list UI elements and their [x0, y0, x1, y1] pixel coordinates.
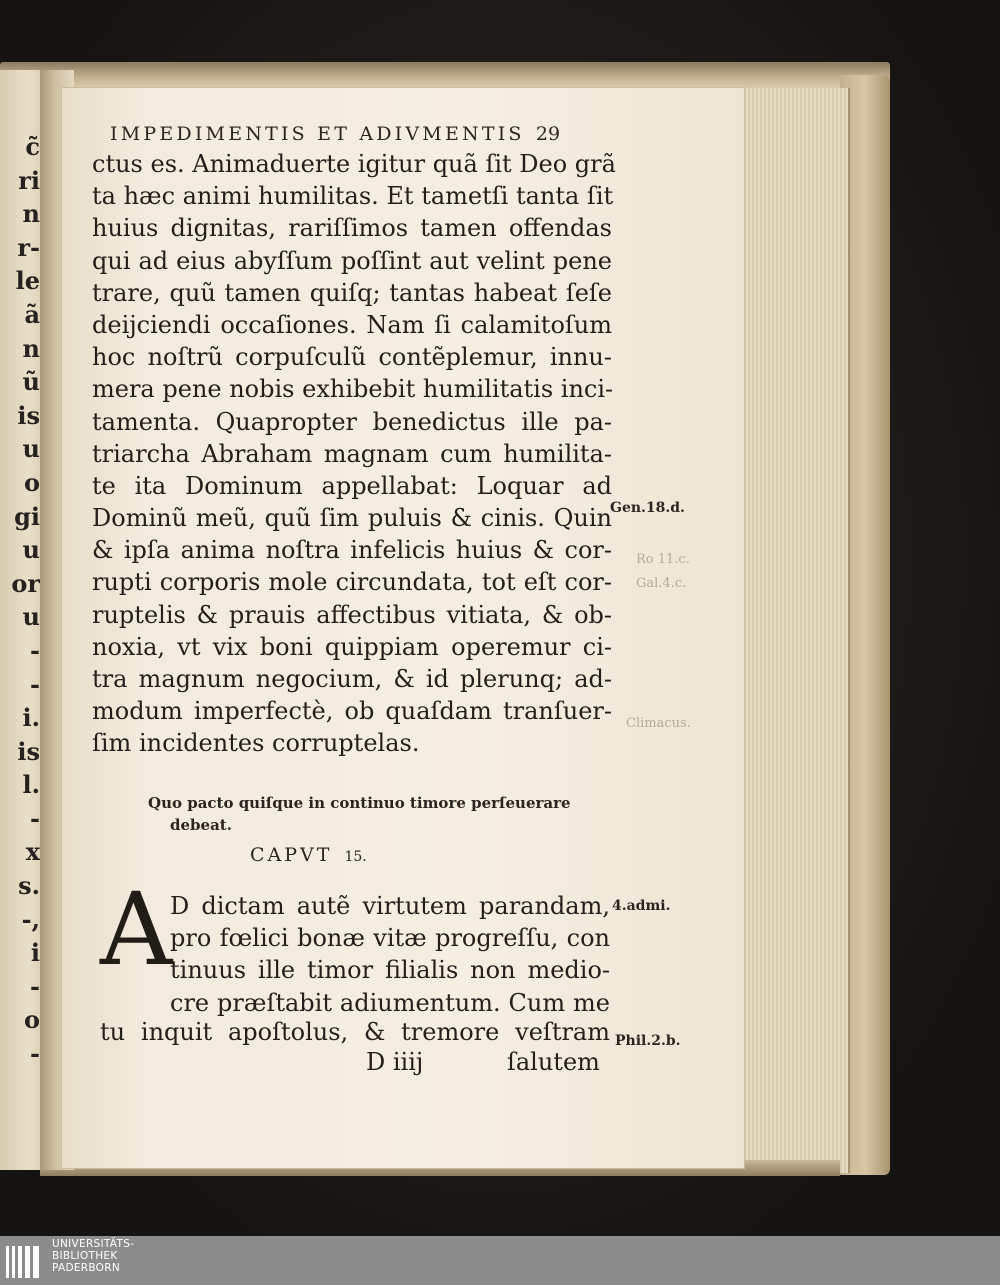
previous-page-fragment: - [30, 971, 40, 1001]
library-name-line-1: UNIVERSITÄTS- [52, 1238, 135, 1250]
previous-page-fragment: - [30, 1039, 40, 1069]
text-line: deijciendi occaſiones. Nam ſi calamitoſum [92, 310, 612, 339]
previous-page-fragment: is [17, 736, 40, 766]
text-line: te ita Dominum appellabat: Loquar ad [92, 471, 612, 500]
previous-page-fragment: n [22, 199, 40, 229]
previous-page-fragment: -, [21, 904, 40, 934]
previous-page-fragment: le [15, 266, 40, 296]
paragraph-2-full-line: tu inquit apoſtolus, & tremore veſtram [100, 1018, 610, 1046]
previous-page-fragment: c̃ [25, 132, 40, 161]
catchword: ſalutem [506, 1048, 600, 1076]
previous-page-fragment: or [11, 568, 40, 598]
text-line: tinuus ille timor filialis non medio- [170, 956, 610, 985]
previous-page-fragment: x [25, 837, 40, 867]
text-line: rupti corporis mole circundata, tot eſt cor- [92, 568, 612, 597]
library-name-line-3: PADERBORN [52, 1262, 120, 1274]
text-line: noxia, vt vix boni quippiam operemur ci- [92, 632, 612, 661]
show-through-note-climacus: Climacus. [626, 716, 691, 731]
text-line: Dominũ meũ, quũ ſim puluis & cinis. Quin [92, 504, 612, 533]
previous-page-fragment: u [22, 434, 40, 464]
footer-bar [0, 1236, 1000, 1285]
text-line: triarcha Abraham magnam cum humilita- [92, 439, 612, 468]
text-line: cre præſtabit adiumentum. Cum me [170, 988, 610, 1017]
previous-page-text-fragments [4, 130, 44, 1071]
margin-note-admi: 4.admi. [612, 898, 671, 914]
running-head-title: IMPEDIMENTIS ET ADIVMENTIS [110, 123, 525, 145]
chapter-number: 15. [344, 849, 367, 865]
show-through-note-ro: Ro 11.c. [636, 552, 690, 567]
text-line: tra magnum negocium, & id plerunq; ad- [92, 665, 612, 693]
previous-page-fragment: i [30, 938, 40, 968]
previous-page-fragment: is [17, 400, 40, 430]
previous-page-fragment: n [22, 333, 40, 363]
previous-page-fragment: ũ [22, 367, 40, 397]
running-head [110, 123, 610, 145]
show-through-note-gal: Gal.4.c. [636, 576, 687, 591]
previous-page-fragment: u [22, 602, 40, 632]
previous-page-fragment: u [22, 535, 40, 565]
chapter-label: CAPVT [250, 844, 333, 866]
previous-page-fragment: - [30, 803, 40, 833]
text-line: modum imperfectè, ob quaſdam tranſuer- [92, 697, 612, 726]
signature-line [366, 1048, 616, 1076]
previous-page-fragment: o [23, 1005, 40, 1035]
text-line: pro fœlici bonæ vitæ progreſſu, con [170, 924, 610, 953]
chapter-title [250, 844, 367, 866]
drop-cap: A [100, 871, 173, 988]
previous-page-fragment: r- [17, 232, 40, 262]
margin-note-phil: Phil.2.b. [615, 1033, 681, 1049]
previous-page-fragment: ri [18, 165, 40, 195]
paragraph-1 [92, 148, 616, 760]
library-name [52, 1238, 134, 1274]
previous-page-fragment: o [23, 467, 40, 497]
chapter-summary [148, 792, 618, 836]
previous-page-fragment: - [30, 669, 40, 699]
text-line: ſim incidentes corruptelas. [92, 729, 420, 758]
text-line: qui ad eius abyſſum poſſint aut velint pene [92, 246, 612, 275]
text-line: hoc noſtrũ corpuſculũ contẽplemur, innu- [92, 343, 612, 372]
text-line: D dictam autẽ virtutem parandam, [170, 892, 610, 920]
book-cover-top-edge [0, 62, 890, 88]
text-line: & ipſa anima noſtra infelicis huius & cor- [92, 536, 612, 565]
chapter-summary-line-1: Quo pacto quiſque in continuo timore perſeuerare [148, 794, 571, 812]
text-line: huius dignitas, rariſſimos tamen offendas [92, 214, 612, 243]
text-line: ruptelis & prauis affectibus vitiata, & ob- [92, 600, 612, 629]
margin-note-gen: Gen.18.d. [610, 500, 685, 516]
text-line: mera pene nobis exhibebit humilitatis inci- [92, 375, 614, 404]
library-logo-icon [6, 1242, 46, 1282]
previous-page-fragment: - [30, 635, 40, 665]
text-line: ta hæc animi humilitas. Et tametſi tanta ſit [92, 182, 614, 211]
previous-page-fragment: s. [18, 871, 40, 901]
text-line: ctus es. Animaduerte igitur quã ſit Deo grã [92, 150, 616, 178]
previous-page-fragment: ã [24, 299, 40, 329]
signature-mark: D iiij [366, 1048, 424, 1076]
page-block-edges [738, 88, 850, 1173]
page-number: 29 [535, 123, 561, 145]
previous-page-fragment: l. [22, 770, 40, 800]
paragraph-2-indented [170, 890, 610, 1019]
previous-page-fragment: i. [22, 703, 40, 733]
previous-page-fragment: gi [14, 501, 40, 531]
text-line: trare, quũ tamen quiſq; tantas habeat ſeſe [92, 278, 612, 307]
text-line: tamenta. Quapropter benedictus ille pa- [92, 407, 612, 436]
library-name-line-2: BIBLIOTHEK [52, 1250, 118, 1262]
chapter-summary-line-2: debeat. [170, 816, 232, 834]
